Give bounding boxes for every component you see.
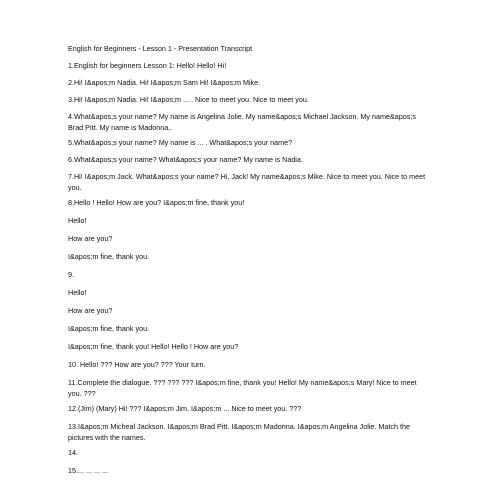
transcript-line-14: 14. bbox=[68, 448, 78, 457]
transcript-line-11: 11.Complete the dialogue. ??? ??? ??? I&apos;m fine, thank you! Hello! My name&apos;s Mary! Nice to meet you. ??? bbox=[68, 378, 417, 398]
transcript-line-12: 12.(Jim) (Mary) Hi! ??? I&apos;m Jim. I&apos;m ... Nice to meet you. ??? bbox=[68, 404, 302, 413]
transcript-line-3: 3.Hi! I&apos;m Nadia. Hi! I&apos;m ... . Nice to meet you. Nice to meet you. bbox=[68, 95, 309, 104]
dialogue-line-fine-2: I&apos;m fine, thank you. bbox=[68, 324, 150, 333]
document-title: English for Beginners - Lesson 1 - Presentation Transcript bbox=[68, 44, 253, 53]
dialogue-line-hello-2: Hello! bbox=[68, 288, 87, 297]
transcript-line-2: 2.Hi! I&apos;m Nadia. Hi! I&apos;m Sam Hi! I&apos;m Mike. bbox=[68, 78, 261, 87]
transcript-line-15: 15.... ... ... ... bbox=[68, 466, 108, 475]
dialogue-line-how-are-you-2: How are you? bbox=[68, 306, 113, 315]
transcript-line-6: 6.What&apos;s your name? What&apos;s your name? My name is Nadia. bbox=[68, 155, 303, 164]
dialogue-line-fine-1: I&apos;m fine, thank you. bbox=[68, 252, 150, 261]
transcript-line-1: 1.English for beginners Lesson 1: Hello! Hello! Hi! bbox=[68, 61, 227, 70]
dialogue-line-hello-1: Hello! bbox=[68, 216, 87, 225]
transcript-line-10: 10. Hello! ??? How are you? ??? Your turn. bbox=[68, 360, 206, 369]
transcript-line-8: 8.Hello ! Hello! How are you? I&apos;m fine, thank you! bbox=[68, 198, 245, 207]
dialogue-line-how-are-you-1: How are you? bbox=[68, 234, 113, 243]
dialogue-line-fine-3: I&apos;m fine, thank you! Hello! Hello ! How are you? bbox=[68, 342, 239, 351]
transcript-line-9: 9. bbox=[68, 270, 74, 279]
transcript-line-5: 5.What&apos;s your name? My name is ... . What&apos;s your name? bbox=[68, 138, 293, 147]
transcript-line-7: 7.Hi! I&apos;m Jack. What&apos;s your name? Hi, Jack! My name&apos;s Mike. Nice to meet you. Nice to meet you. bbox=[68, 172, 426, 192]
transcript-line-13: 13.I&apos;m Micheal Jackson. I&apos;m Brad Pitt. I&apos;m Madonna. I&apos;m Angelina Jolie. Match the pictures with the names. bbox=[68, 422, 410, 442]
transcript-line-4: 4.What&apos;s your name? My name is Angelina Jolie. My name&apos;s Michael Jackson. My name&apos;s Brad Pitt. My name is Madonna.. bbox=[68, 112, 416, 132]
